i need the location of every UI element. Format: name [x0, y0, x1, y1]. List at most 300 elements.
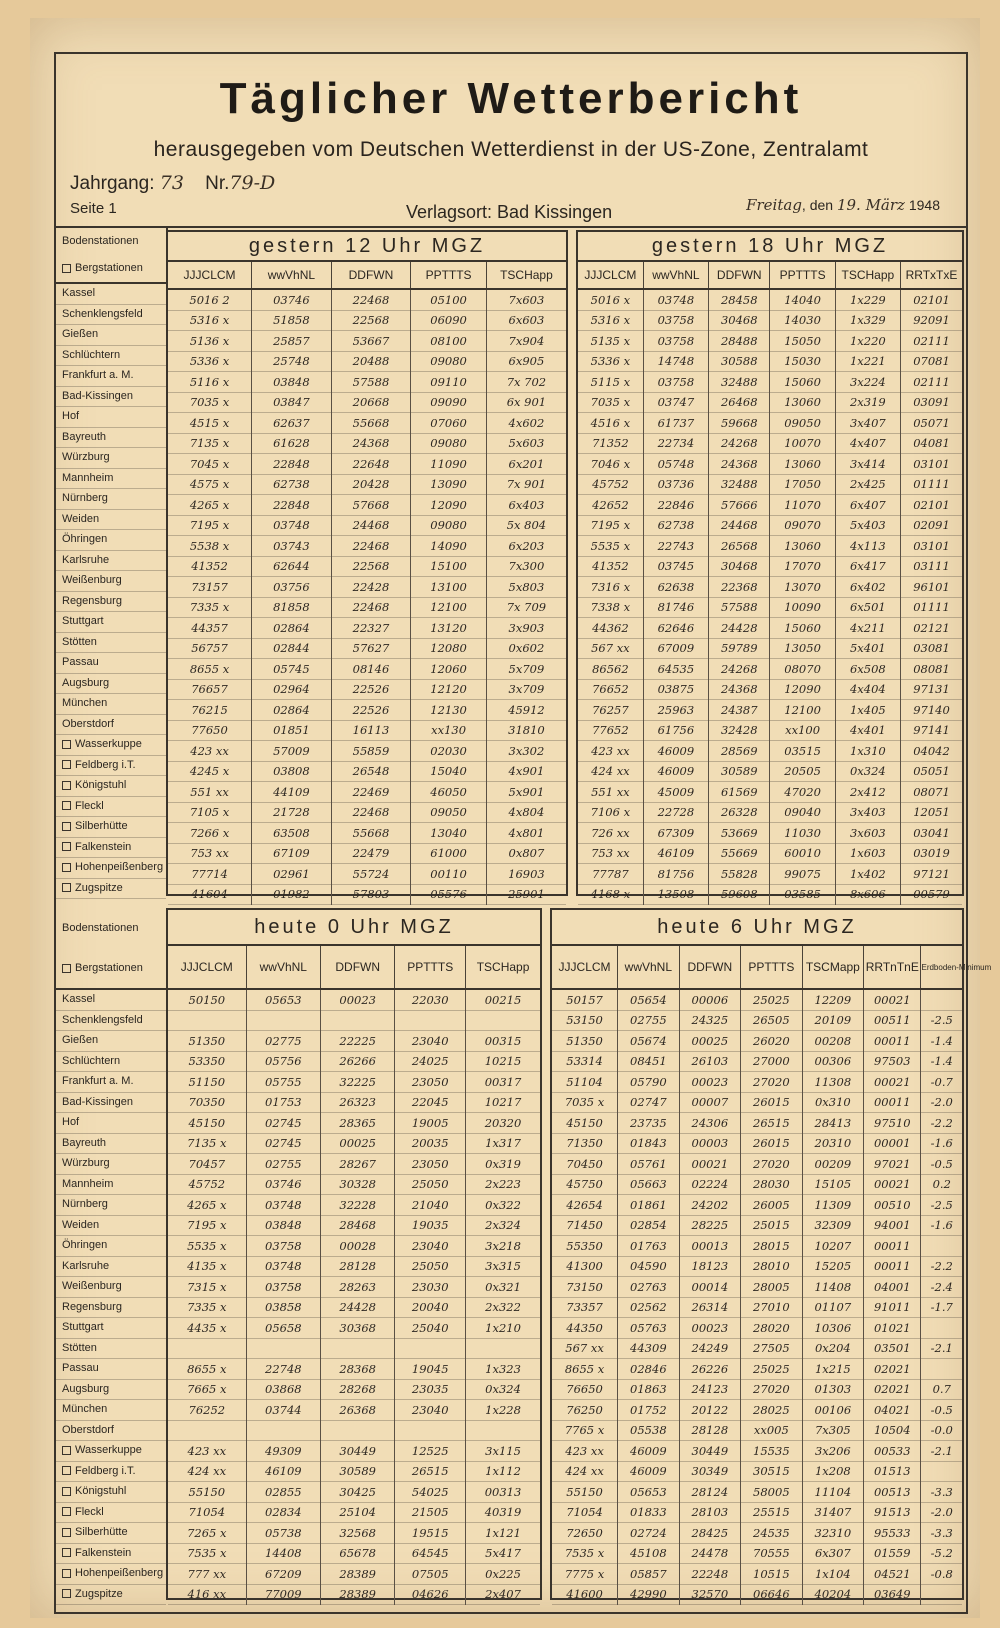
station-name: Bayreuth [62, 430, 107, 443]
table-row [168, 1482, 540, 1503]
table-cell: 1x220 [835, 331, 900, 352]
table-cell: 2x223 [466, 1174, 540, 1195]
table-cell: 61737 [643, 413, 708, 434]
table-cell: 62637 [252, 413, 332, 434]
station-row [56, 592, 166, 613]
column-header: PPTTTS [395, 946, 466, 989]
table-cell: 3x603 [835, 823, 900, 844]
table-title: heute 6 Uhr MGZ [552, 910, 962, 946]
table-cell: 551 xx [578, 782, 643, 803]
table-cell: 76215 [168, 700, 252, 721]
table-cell: 423 xx [578, 741, 643, 762]
table-cell: 55724 [331, 864, 411, 885]
station-name: Schenklengsfeld [62, 1013, 143, 1026]
table-cell: 01861 [618, 1195, 680, 1216]
table-cell: 76257 [578, 700, 643, 721]
table-cell: 14090 [411, 536, 487, 557]
table-cell [921, 1318, 962, 1339]
table-cell: 07060 [411, 413, 487, 434]
table-cell: 59608 [709, 884, 770, 905]
bergstationen-text: Bergstationen [75, 262, 143, 274]
table-cell: 22526 [331, 700, 411, 721]
table-cell: 6x508 [835, 659, 900, 680]
table-cell: 03111 [901, 556, 963, 577]
table-cell: 11309 [802, 1195, 864, 1216]
column-header-row [552, 946, 962, 989]
table-cell: -0.5 [921, 1154, 962, 1175]
table-cell: 7x300 [486, 556, 566, 577]
station-name: Kassel [62, 993, 96, 1005]
table-cell: -2.4 [921, 1277, 962, 1298]
table-cell: 28128 [321, 1256, 395, 1277]
table-cell: -3.3 [921, 1482, 962, 1503]
table-title: heute 0 Uhr MGZ [168, 910, 540, 946]
table-cell: 3x315 [466, 1256, 540, 1277]
page-subtitle: herausgegeben vom Deutschen Wetterdienst in der US-Zone, Zentralamt [153, 138, 869, 161]
table-cell: 753 xx [168, 843, 252, 864]
table-cell: 7535 x [552, 1543, 618, 1564]
table-cell: 42990 [618, 1584, 680, 1605]
column-header: JJJCLCM [578, 262, 643, 289]
table-cell: 3x218 [466, 1236, 540, 1257]
table-cell: 95533 [864, 1523, 921, 1544]
bergstation-marker-icon [62, 863, 71, 872]
table-title: gestern 18 Uhr MGZ [578, 232, 962, 262]
table-row [168, 331, 566, 352]
table-cell: 7195 x [578, 515, 643, 536]
table-row [168, 1072, 540, 1093]
table-row [168, 1461, 540, 1482]
table-row [168, 1031, 540, 1052]
table-cell: 4265 x [168, 1195, 246, 1216]
table-cell: 5336 x [168, 351, 252, 372]
table-cell: 00003 [679, 1133, 741, 1154]
table-cell: 7x603 [486, 289, 566, 310]
table-cell: 7x 709 [486, 597, 566, 618]
table-cell: 28103 [679, 1502, 741, 1523]
table-cell: 30449 [679, 1441, 741, 1462]
table-cell: 28263 [321, 1277, 395, 1298]
table-cell: 03019 [901, 843, 963, 864]
table-cell: 7x305 [802, 1420, 864, 1441]
table-cell: 01763 [618, 1236, 680, 1257]
table-cell: 71054 [552, 1502, 618, 1523]
table-cell: 28368 [321, 1359, 395, 1380]
station-name: Königstuhl [75, 779, 127, 791]
table-cell: 0x602 [486, 638, 566, 659]
table-row [168, 1400, 540, 1421]
table-cell: 5x603 [486, 433, 566, 454]
table-cell: 4x407 [835, 433, 900, 454]
table-cell: 59789 [709, 638, 770, 659]
table-cell: 20310 [802, 1133, 864, 1154]
table-cell: 1x221 [835, 351, 900, 372]
table-cell: 57627 [331, 638, 411, 659]
table-cell: 00315 [466, 1031, 540, 1052]
table-cell: 04081 [901, 433, 963, 454]
table-cell: 04626 [395, 1584, 466, 1605]
table-cell: 32225 [321, 1072, 395, 1093]
table-cell: 61756 [643, 720, 708, 741]
table-cell: 22848 [252, 495, 332, 516]
station-row [56, 990, 166, 1011]
table-cell: 26515 [395, 1461, 466, 1482]
table-cell: 10306 [802, 1318, 864, 1339]
table-cell: 92091 [901, 310, 963, 331]
table-cell: 30349 [679, 1461, 741, 1482]
table-cell: 20505 [770, 761, 835, 782]
table-cell: 02864 [252, 618, 332, 639]
table-cell: 25963 [643, 700, 708, 721]
table-cell: 04001 [864, 1277, 921, 1298]
table-row [552, 1092, 962, 1113]
masthead [56, 54, 966, 228]
table-cell: 24202 [679, 1195, 741, 1216]
table-cell: 05790 [618, 1072, 680, 1093]
table-row [168, 577, 566, 598]
station-name: Zugspitze [75, 881, 123, 894]
table-cell: 02224 [679, 1174, 741, 1195]
table-row [168, 495, 566, 516]
station-row [56, 653, 166, 674]
table-cell: 00001 [864, 1133, 921, 1154]
column-header-row [578, 262, 962, 289]
table-cell: 11408 [802, 1277, 864, 1298]
station-row [56, 1154, 166, 1175]
table-cell: 02854 [618, 1215, 680, 1236]
station-name: Falkenstein [75, 840, 132, 853]
table-cell: 13060 [770, 392, 835, 413]
table-cell: 73357 [552, 1297, 618, 1318]
table-cell: 24468 [331, 515, 411, 536]
table-cell: 06646 [741, 1584, 803, 1605]
table-cell: 09080 [411, 515, 487, 536]
table-row [168, 597, 566, 618]
jahrgang-value: 73 [159, 172, 184, 194]
table-cell: 05654 [618, 989, 680, 1010]
table-cell: 00023 [321, 989, 395, 1010]
table-cell: 00209 [802, 1154, 864, 1175]
table-cell: 1x405 [835, 700, 900, 721]
table-cell: 0.2 [921, 1174, 962, 1195]
table-cell: 5316 x [168, 310, 252, 331]
table-cell: 44109 [252, 782, 332, 803]
table-cell: 24268 [709, 659, 770, 680]
table-cell: 23050 [395, 1072, 466, 1093]
table-cell: 03758 [246, 1236, 320, 1257]
table-cell: -2.5 [921, 1010, 962, 1031]
table-cell: 02834 [246, 1502, 320, 1523]
table-cell: 03101 [901, 454, 963, 475]
table-cell: -0.7 [921, 1072, 962, 1093]
table-cell: 67209 [246, 1564, 320, 1585]
station-list-upper [56, 228, 168, 892]
table-cell: 7045 x [168, 454, 252, 475]
station-row [56, 756, 166, 777]
table-cell: 24478 [679, 1543, 741, 1564]
newspaper-page [30, 18, 992, 1618]
table-cell: -1.6 [921, 1215, 962, 1236]
table-cell: 00023 [679, 1318, 741, 1339]
table-cell: 51150 [168, 1072, 246, 1093]
table-cell: 12060 [411, 659, 487, 680]
table-cell: 23040 [395, 1031, 466, 1052]
table-cell: 12120 [411, 679, 487, 700]
table-row [552, 1133, 962, 1154]
column-header: Erdboden-Minimum [921, 946, 962, 989]
table-cell: 05653 [618, 1482, 680, 1503]
table-cell: 26515 [741, 1113, 803, 1134]
den-label: , den [801, 197, 834, 213]
table-cell: 00011 [864, 1256, 921, 1277]
table-row [168, 720, 566, 741]
table-cell: 63508 [252, 823, 332, 844]
table-row [552, 1543, 962, 1564]
table-cell: 32488 [709, 474, 770, 495]
table-cell: 32570 [679, 1584, 741, 1605]
station-row [56, 735, 166, 756]
table-cell: 01851 [252, 720, 332, 741]
table-cell: 22846 [643, 495, 708, 516]
table-cell: 09110 [411, 372, 487, 393]
table-cell: -1.4 [921, 1051, 962, 1072]
table-cell: 08100 [411, 331, 487, 352]
table-cell: 7x 901 [486, 474, 566, 495]
bergstation-marker-icon [62, 822, 71, 831]
table-row [168, 1174, 540, 1195]
table-cell: 04521 [864, 1564, 921, 1585]
table-cell [321, 1010, 395, 1031]
table-row [552, 1154, 962, 1175]
station-name: Oberstdorf [62, 717, 114, 730]
station-row [56, 387, 166, 408]
table-row [578, 392, 962, 413]
table-cell: 22468 [331, 289, 411, 310]
table-cell: 01982 [252, 884, 332, 905]
table-cell: 20668 [331, 392, 411, 413]
table-cell: 03875 [643, 679, 708, 700]
table-cell: 25025 [741, 989, 803, 1010]
table-cell: 45150 [552, 1113, 618, 1134]
table-row [168, 823, 566, 844]
table-cell: 11090 [411, 454, 487, 475]
table-cell: 71054 [168, 1502, 246, 1523]
table-cell: 10070 [770, 433, 835, 454]
table-row [168, 1297, 540, 1318]
table-row [552, 1564, 962, 1585]
table-cell: 26328 [709, 802, 770, 823]
station-row [56, 1011, 166, 1032]
table-gestern-18-uhr [576, 230, 964, 902]
station-name: Feldberg i.T. [75, 1464, 136, 1477]
station-row [56, 1523, 166, 1544]
table-cell: 30589 [709, 761, 770, 782]
table-row [578, 618, 962, 639]
station-row [56, 510, 166, 531]
table-cell: 11030 [770, 823, 835, 844]
column-header: JJJCLCM [168, 946, 246, 989]
year: 1948 [908, 197, 940, 213]
table-cell: 22225 [321, 1031, 395, 1052]
table-row [168, 1113, 540, 1134]
table-cell: 4265 x [168, 495, 252, 516]
station-name: Königstuhl [75, 1485, 127, 1497]
table-cell: 28413 [802, 1113, 864, 1134]
station-list-header [56, 908, 166, 990]
table-cell: 45752 [578, 474, 643, 495]
table-cell: 00011 [864, 1092, 921, 1113]
table-cell: 01833 [618, 1502, 680, 1523]
table-cell: xx100 [770, 720, 835, 741]
table-cell: 44357 [168, 618, 252, 639]
table-row [552, 1523, 962, 1544]
table-row [552, 1482, 962, 1503]
station-row [56, 1462, 166, 1483]
table-cell [921, 1461, 962, 1482]
station-row [56, 305, 166, 326]
table-cell: 58005 [741, 1482, 803, 1503]
table-cell: 7335 x [168, 597, 252, 618]
table-cell: 24249 [679, 1338, 741, 1359]
table-cell [466, 1010, 540, 1031]
table-cell: 1x329 [835, 310, 900, 331]
bergstation-marker-icon [62, 760, 71, 769]
table-cell: 53667 [331, 331, 411, 352]
table-row [552, 1277, 962, 1298]
table-cell: 26368 [321, 1400, 395, 1421]
table-cell: 02864 [252, 700, 332, 721]
station-row [56, 530, 166, 551]
station-row [56, 346, 166, 367]
table-cell: 77652 [578, 720, 643, 741]
table-cell: 91011 [864, 1297, 921, 1318]
bodenstationen-label: Bodenstationen [62, 235, 139, 247]
table-cell: 09050 [411, 802, 487, 823]
station-name: Nürnberg [62, 1198, 108, 1210]
table-cell: 02745 [246, 1113, 320, 1134]
table-cell: 12525 [395, 1441, 466, 1462]
table-cell: 26103 [679, 1051, 741, 1072]
table-cell: 2x407 [466, 1584, 540, 1605]
table-row [168, 1584, 540, 1605]
station-name: Stötten [62, 1341, 97, 1354]
table-cell: 12090 [770, 679, 835, 700]
table-cell: 0x324 [835, 761, 900, 782]
table-cell: 04021 [864, 1400, 921, 1421]
table-cell: 02844 [252, 638, 332, 659]
table-row [578, 884, 962, 905]
column-header: JJJCLCM [552, 946, 618, 989]
table-cell: 00533 [864, 1441, 921, 1462]
table-cell: 12209 [802, 989, 864, 1010]
table-cell: 13090 [411, 474, 487, 495]
table-cell: 0x322 [466, 1195, 540, 1216]
table-cell: 13100 [411, 577, 487, 598]
station-row [56, 1339, 166, 1360]
column-header: DDFWN [321, 946, 395, 989]
table-cell: 41300 [552, 1256, 618, 1277]
table-cell: 22469 [331, 782, 411, 803]
column-header: wwVhNL [643, 262, 708, 289]
table-cell: 28020 [741, 1318, 803, 1339]
table-cell: 02855 [246, 1482, 320, 1503]
station-name: Fleckl [75, 1505, 104, 1518]
table-cell: 01752 [618, 1400, 680, 1421]
table-cell: 64535 [643, 659, 708, 680]
table-cell: 02101 [901, 289, 963, 310]
bergstation-marker-icon [62, 1589, 71, 1598]
table-row [168, 515, 566, 536]
table-cell: 17050 [770, 474, 835, 495]
table-cell: 00011 [864, 1031, 921, 1052]
table-cell: 97510 [864, 1113, 921, 1134]
table-cell: 00011 [864, 1236, 921, 1257]
table-row [578, 700, 962, 721]
table-cell: 7035 x [168, 392, 252, 413]
table-cell: 12100 [770, 700, 835, 721]
table-cell: 27020 [741, 1379, 803, 1400]
station-name: Würzburg [62, 451, 110, 463]
table-cell: 03758 [643, 331, 708, 352]
table-row [578, 597, 962, 618]
table-row [578, 536, 962, 557]
table-cell: 03748 [246, 1256, 320, 1277]
table-cell: 51858 [252, 310, 332, 331]
bergstation-marker-icon [62, 1487, 71, 1496]
table-cell: 5x417 [466, 1543, 540, 1564]
table-cell: 61628 [252, 433, 332, 454]
table-cell: 1x323 [466, 1359, 540, 1380]
bergstationen-text: Bergstationen [75, 962, 143, 974]
table-cell: 0.7 [921, 1379, 962, 1400]
table-cell: 8655 x [168, 1359, 246, 1380]
table-cell: 05051 [901, 761, 963, 782]
table-cell: 00013 [679, 1236, 741, 1257]
table-row [552, 1400, 962, 1421]
table-cell: 5016 2 [168, 289, 252, 310]
table-cell: 00021 [864, 1072, 921, 1093]
bergstation-marker-icon [62, 1569, 71, 1578]
table-cell: 71450 [552, 1215, 618, 1236]
table-cell: 5x901 [486, 782, 566, 803]
table-row [578, 679, 962, 700]
table-cell: 81756 [643, 864, 708, 885]
table-cell: 02745 [246, 1133, 320, 1154]
table-cell: 76652 [578, 679, 643, 700]
table-cell: 08146 [331, 659, 411, 680]
table-cell: 40204 [802, 1584, 864, 1605]
table-row [578, 310, 962, 331]
bergstation-marker-icon [62, 264, 71, 273]
table-cell: 46009 [643, 761, 708, 782]
table-cell: 02747 [618, 1092, 680, 1113]
table-row [552, 1338, 962, 1359]
station-row [56, 1175, 166, 1196]
table-cell: 28569 [709, 741, 770, 762]
table-cell: 01303 [802, 1379, 864, 1400]
table-cell: 70350 [168, 1092, 246, 1113]
table-cell: 4245 x [168, 761, 252, 782]
station-row [56, 1257, 166, 1278]
table-cell: 03758 [643, 372, 708, 393]
table-cell: 13050 [770, 638, 835, 659]
table-cell: 30449 [321, 1441, 395, 1462]
table-row [578, 761, 962, 782]
table-cell: 13120 [411, 618, 487, 639]
table-cell: 4516 x [578, 413, 643, 434]
table-cell: 5x803 [486, 577, 566, 598]
station-list-lower [56, 908, 168, 1598]
